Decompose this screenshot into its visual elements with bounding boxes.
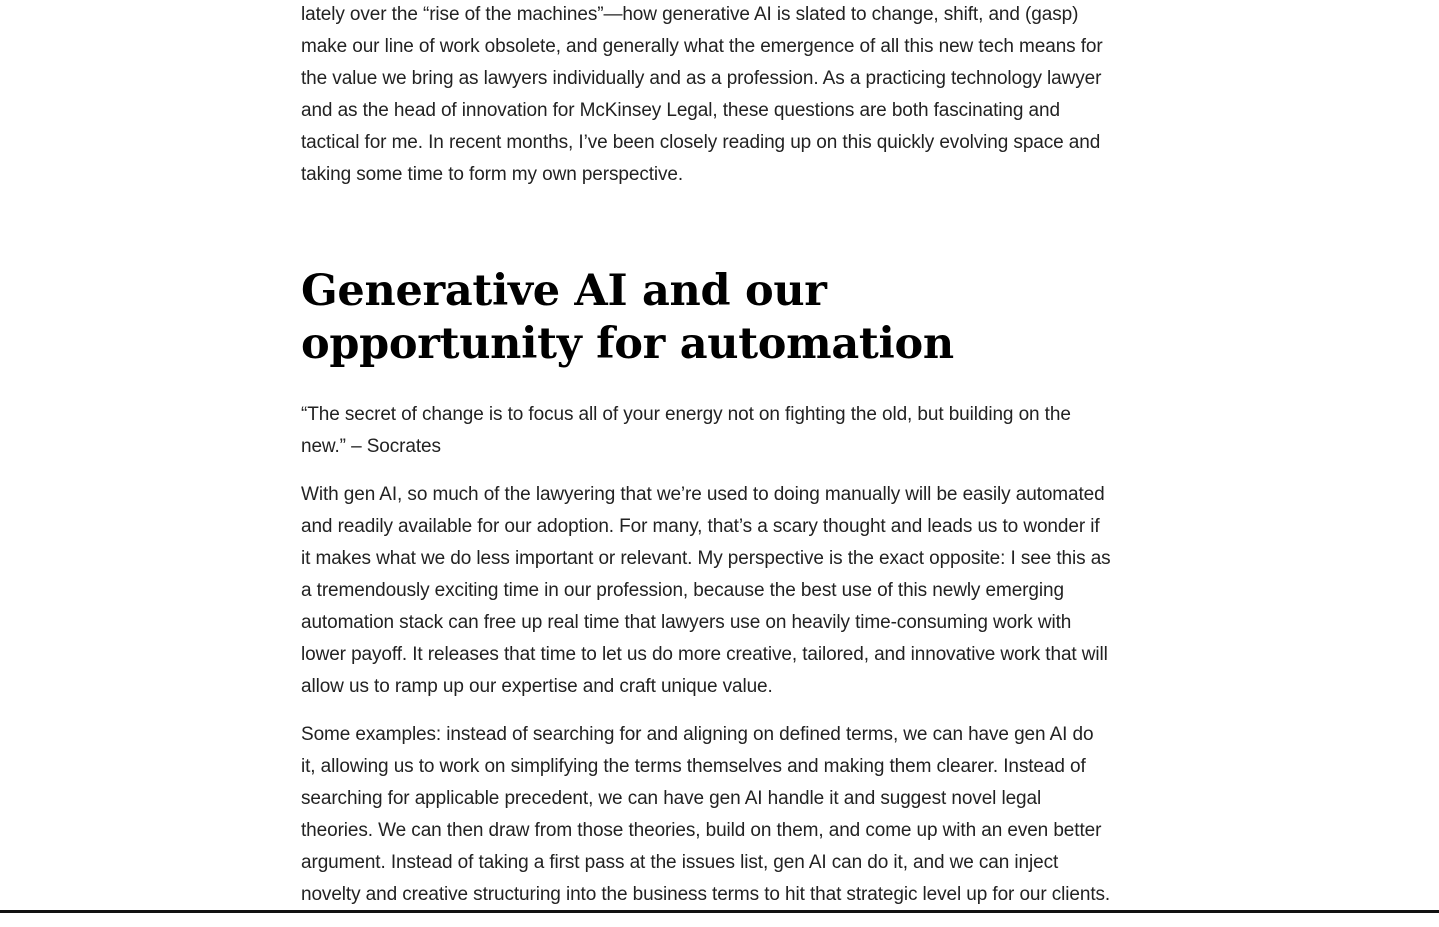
section-heading: Generative AI and our opportunity for automation <box>301 266 954 369</box>
body-paragraph-2: Some examples: instead of searching for and aligning on defined terms, we can have gen AI do it, allowing us to work on simplifying the terms themselves and making them clearer. Instead of searching for applicable precedent, we can have gen AI handle it and suggest novel legal theories. We can then draw from those theories, build on them, and come up with an even better argument. Instead of taking a first pass at the issues list, gen AI can do it, and we can inject novelty and creative structuring into the business terms to hit that strategic level up for our clients. <box>301 724 1111 905</box>
socrates-quote: “The secret of change is to focus all of your energy not on fighting the old, but building on the new.” – Socrates <box>301 404 1071 457</box>
intro-paragraph: lately over the “rise of the machines”—how generative AI is slated to change, shift, and (gasp) make our line of work obsolete, and generally what the emergence of all this new tech means for the value we bring as lawyers individually and as a profession. As a practicing technology lawyer and as the head of innovation for McKinsey Legal, these questions are both fascinating and tactical for me. In recent months, I’ve been closely reading up on this quickly evolving space and taking some time to form my own perspective. <box>301 4 1103 185</box>
body-paragraph-1: With gen AI, so much of the lawyering that we’re used to doing manually will be easily automated and readily available for our adoption. For many, that’s a scary thought and leads us to wonder if it makes what we do less important or relevant. My perspective is the exact opposite: I see this as a tremendously exciting time in our profession, because the best use of this newly emerging automation stack can free up real time that lawyers use on heavily time-consuming work with lower payoff. It releases that time to let us do more creative, tailored, and innovative work that will allow us to ramp up our expertise and craft unique value. <box>301 484 1111 697</box>
article-body <box>301 0 1111 927</box>
